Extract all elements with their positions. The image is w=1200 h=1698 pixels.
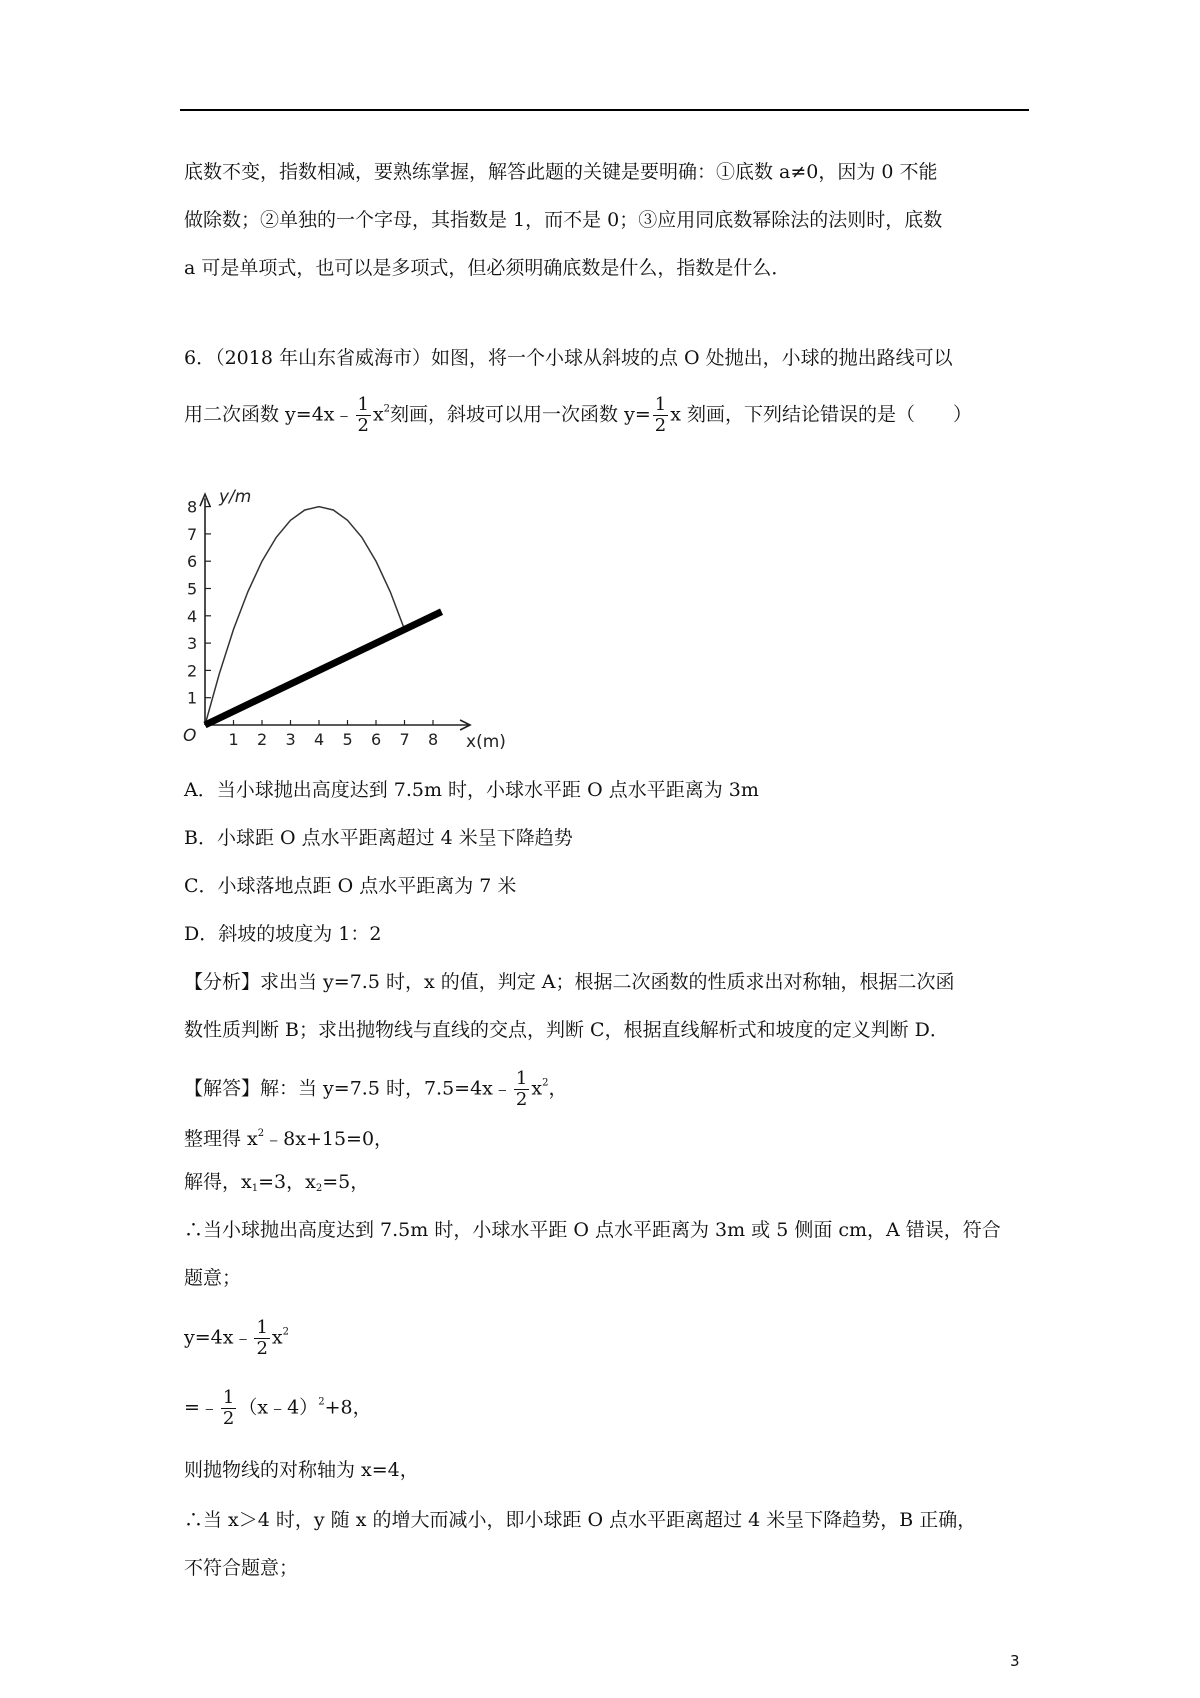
- question-line-2: 用二次函数 y=4x﹣ $\frac{1}{2}$ $x^2$刻画，斜坡可以用一次函数 y= $\frac{1}{2}$ x 刻画，下列结论错误的是（ ）: [184, 394, 972, 436]
- trajectory-curve: [205, 507, 405, 725]
- y-tick-label: 7: [187, 524, 198, 544]
- x-tick-label: 6: [371, 730, 382, 749]
- analysis-prev-line-1: 底数不变，指数相减，要熟练掌握，解答此题的关键是要明确：①底数 a≠0，因为 0 不能: [184, 161, 938, 183]
- x-tick-label: 7: [399, 730, 410, 749]
- option-d: D．斜坡的坡度为 1：2: [184, 923, 382, 945]
- x-tick-label: 3: [285, 730, 296, 749]
- x-tick-label: 1: [228, 730, 239, 749]
- solution-line-2: 整理得 $x^2﹣8x+15=0$，: [184, 1128, 394, 1150]
- analysis-line-1: 【分析】求出当 y=7.5 时，x 的值，判定 A；根据二次函数的性质求出对称轴，根据二次函: [184, 971, 955, 993]
- analysis-prev-line-3: a 可是单项式，也可以是多项式，但必须明确底数是什么，指数是什么．: [184, 257, 791, 279]
- solution-line-9: ∴当 x＞4 时，y 随 x 的增大而减小，即小球距 O 点水平距离超过 4 米呈下降趋势，B 正确，: [184, 1509, 977, 1531]
- option-c: C．小球落地点距 O 点水平距离为 7 米: [184, 875, 517, 897]
- x-axis-label: x(m): [466, 732, 506, 752]
- x-tick-label: 2: [257, 730, 268, 749]
- solution-line-10: 不符合题意；: [184, 1557, 299, 1579]
- solution-line-8: 则抛物线的对称轴为 x=4，: [184, 1459, 419, 1481]
- origin-label: O: [183, 726, 197, 746]
- page-number: 3: [1010, 1652, 1020, 1670]
- question-line-1: 6．（2018 年山东省威海市）如图，将一个小球从斜坡的点 O 处抛出，小球的抛出路线可以: [184, 347, 953, 369]
- question-text-a: 用二次函数 y=4x﹣: [184, 403, 354, 426]
- fraction-half: $\frac{1}{2}$: [357, 394, 369, 436]
- y-tick-label: 6: [187, 552, 198, 572]
- solution-line-5: 题意；: [184, 1267, 242, 1289]
- question-text-c: 刻画，斜坡可以用一次函数 y=: [390, 403, 651, 426]
- x-tick-label: 5: [342, 730, 353, 749]
- y-tick-label: 8: [187, 497, 198, 517]
- x-tick-label: 8: [428, 730, 439, 749]
- trajectory-figure: [180, 455, 506, 755]
- solution-line-4: ∴当小球抛出高度达到 7.5m 时，小球水平距 O 点水平距离为 3m 或 5 侧面 cm，A 错误，符合: [184, 1219, 1001, 1241]
- slope-line: [205, 612, 442, 725]
- x-tick-label: 4: [314, 730, 325, 749]
- fraction-half: $\frac{1}{2}$: [256, 1317, 268, 1359]
- y-axis-label: y/m: [219, 487, 252, 508]
- analysis-line-2: 数性质判断 B；求出抛物线与直线的交点，判断 C，根据直线解析式和坡度的定义判断 D．: [184, 1019, 949, 1041]
- header-rule: [180, 109, 1029, 111]
- solution-line-6: y=4x﹣ $\frac{1}{2}$ $x^2$: [184, 1317, 290, 1359]
- trajectory-chart: [180, 455, 506, 755]
- question-text-d: x 刻画，下列结论错误的是（ ）: [670, 403, 972, 426]
- y-tick-label: 4: [187, 606, 198, 626]
- solution-line-7: =﹣ $\frac{1}{2}$ （x﹣4）$^2$+8，: [184, 1387, 372, 1429]
- solution-line-1: 【解答】解：当 y=7.5 时，7.5=4x﹣ $\frac{1}{2}$ $x^2$，: [184, 1068, 568, 1110]
- fraction-half: $\frac{1}{2}$: [515, 1068, 528, 1110]
- y-tick-label: 1: [187, 688, 198, 708]
- y-tick-label: 3: [187, 634, 198, 654]
- fraction-half: $\frac{1}{2}$: [222, 1387, 235, 1429]
- fraction-half: $\frac{1}{2}$: [654, 394, 667, 436]
- option-b: B．小球距 O 点水平距离超过 4 米呈下降趋势: [184, 827, 573, 849]
- y-tick-label: 2: [187, 661, 198, 681]
- y-tick-label: 5: [187, 579, 198, 599]
- solution-line-3: 解得，$x_1=3$，$x_2=5$，: [184, 1171, 370, 1194]
- option-a: A．当小球抛出高度达到 7.5m 时，小球水平距 O 点水平距离为 3m: [184, 779, 759, 801]
- analysis-prev-line-2: 做除数；②单独的一个字母，其指数是 1，而不是 0；③应用同底数幂除法的法则时，底数: [184, 209, 943, 231]
